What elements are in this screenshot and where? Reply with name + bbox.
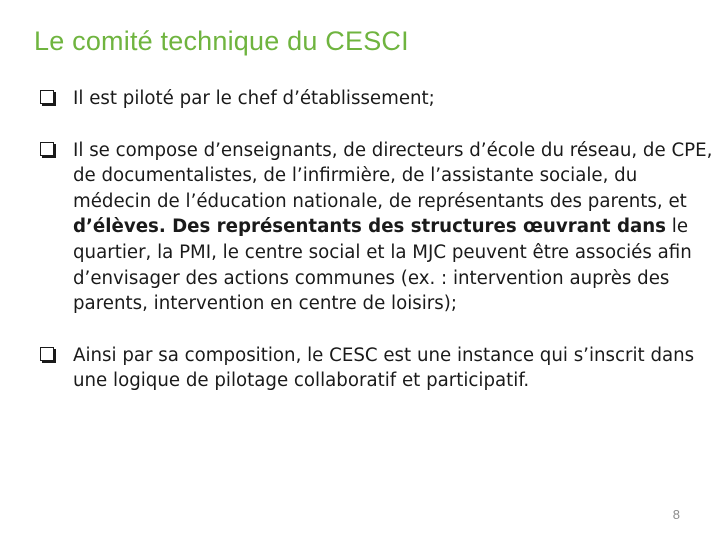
slide-title: Le comité technique du CESCI [34,26,409,56]
bullet-text-bold: d’élèves. Des représentants des structures œuvrant dans [73,216,667,238]
square-bullet-icon [40,142,54,156]
bullet-text: le quartier, la PMI, le centre social et la MJC peuvent être associés afin d’envisager des actions communes (ex. : intervention auprès des parents, intervention en centre de loisirs); [73,216,692,315]
square-bullet-icon [40,347,54,361]
square-bullet-icon [40,90,54,104]
bullet-item-composition [40,138,716,317]
bullet-item-conclusion [40,343,716,394]
bullet-text: Il se compose d’enseignants, de directeurs d’école du réseau, de CPE, de documentalistes, de l’infirmière, de l’assistante sociale, du médecin de l’éducation nationale, de représentants des parents, et [73,139,713,212]
page-number: 8 [672,507,680,522]
bullet-list [40,86,716,394]
bullet-text: Ainsi par sa composition, le CESC est une instance qui s’inscrit dans une logique de pilotage collaboratif et participatif. [73,344,695,392]
bullet-item-pilotage [40,86,716,112]
bullet-text: Il est piloté par le chef d’établissement; [73,88,435,109]
